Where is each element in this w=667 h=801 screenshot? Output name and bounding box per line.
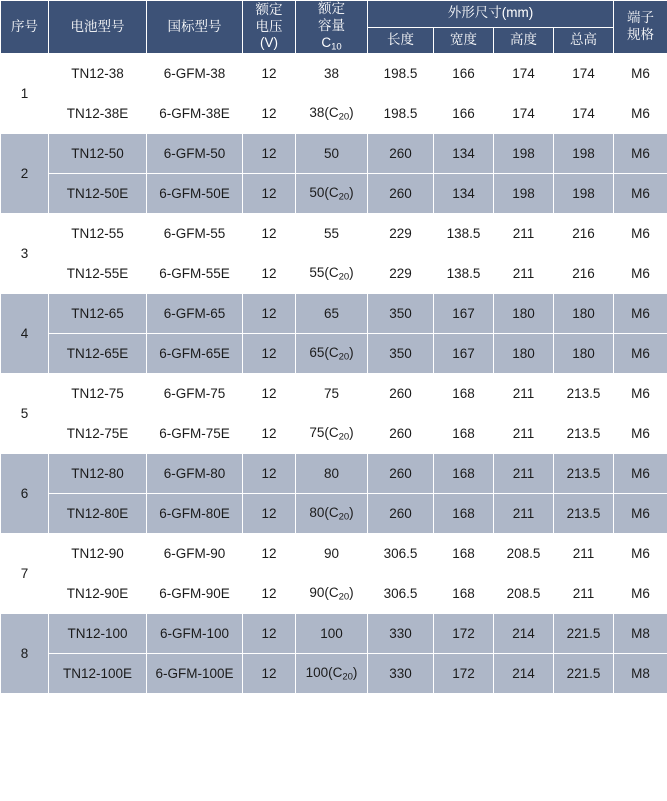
cell-battery-model: TN12-65E: [49, 334, 147, 374]
cell-rated-voltage: 12: [243, 614, 296, 654]
cell-rated-voltage: 12: [243, 334, 296, 374]
header-rated-voltage-line3: (V): [260, 35, 278, 51]
cell-rated-capacity: [296, 614, 368, 654]
cell-battery-model: TN12-65: [49, 294, 147, 334]
table-row: [1, 374, 667, 414]
cell-battery-model: TN12-80E: [49, 494, 147, 534]
cell-rated-capacity: [296, 494, 368, 534]
cell-gb-model: 6-GFM-55: [147, 214, 243, 254]
cell-total-height: 221.5: [554, 614, 614, 654]
cell-terminal: M6: [614, 294, 667, 334]
header-rated-capacity: [296, 1, 368, 54]
cell-terminal: M8: [614, 654, 667, 694]
capacity-value-end: ): [349, 184, 354, 200]
capacity-value-end: ): [349, 584, 354, 600]
cell-rated-voltage: 12: [243, 414, 296, 454]
capacity-subscript: 20: [338, 271, 350, 283]
capacity-value-end: ): [349, 424, 354, 440]
row-index: 1: [1, 54, 49, 134]
cell-total-height: 180: [554, 334, 614, 374]
cell-total-height: 213.5: [554, 374, 614, 414]
cell-rated-voltage: 12: [243, 174, 296, 214]
cell-width: 134: [434, 134, 494, 174]
capacity-subscript: 20: [338, 511, 350, 523]
cell-rated-capacity: [296, 134, 368, 174]
cell-rated-capacity: [296, 414, 368, 454]
cell-width: 168: [434, 414, 494, 454]
cell-rated-voltage: 12: [243, 534, 296, 574]
cell-length: 260: [368, 374, 434, 414]
cell-width: 167: [434, 294, 494, 334]
capacity-value: 100(C: [305, 664, 343, 680]
cell-terminal: M6: [614, 254, 667, 294]
cell-height: 211: [494, 214, 554, 254]
cell-width: 168: [434, 454, 494, 494]
cell-gb-model: 6-GFM-65: [147, 294, 243, 334]
table-row: [1, 134, 667, 174]
cell-height: 208.5: [494, 574, 554, 614]
header-rated-capacity-line3: $C_{10}$: [321, 34, 342, 53]
table-row: [1, 214, 667, 254]
cell-length: 350: [368, 334, 434, 374]
cell-terminal: M6: [614, 214, 667, 254]
cell-terminal: M6: [614, 94, 667, 134]
capacity-value: 50(C: [309, 184, 339, 200]
cell-terminal: M6: [614, 54, 667, 94]
cell-terminal: M8: [614, 614, 667, 654]
cell-length: 198.5: [368, 54, 434, 94]
cell-gb-model: 6-GFM-75: [147, 374, 243, 414]
capacity-value-end: ): [349, 104, 354, 120]
cell-total-height: 174: [554, 54, 614, 94]
cell-rated-capacity: [296, 534, 368, 574]
cell-battery-model: TN12-38: [49, 54, 147, 94]
row-index: 3: [1, 214, 49, 294]
table-row: [1, 334, 667, 374]
header-dimensions: 外形尺寸(mm): [368, 1, 614, 28]
cell-height: 198: [494, 174, 554, 214]
capacity-value-end: ): [352, 664, 358, 680]
header-width: 宽度: [434, 27, 494, 54]
cell-rated-voltage: 12: [243, 374, 296, 414]
cell-total-height: 216: [554, 254, 614, 294]
capacity-value: 75(C: [309, 424, 339, 440]
capacity-value: 100: [320, 626, 343, 641]
cell-total-height: 198: [554, 174, 614, 214]
header-rated-capacity-line2: 容量: [318, 17, 345, 33]
cell-rated-voltage: 12: [243, 94, 296, 134]
capacity-value: 80: [323, 466, 340, 481]
cell-width: 167: [434, 334, 494, 374]
capacity-value: 65(C: [309, 344, 339, 360]
cell-battery-model: TN12-50: [49, 134, 147, 174]
cell-rated-capacity: [296, 654, 368, 694]
cell-length: 260: [368, 134, 434, 174]
cell-rated-capacity: [296, 94, 368, 134]
cell-rated-capacity: [296, 254, 368, 294]
header-rated-voltage-line1: 额定: [255, 1, 283, 17]
cell-gb-model: 6-GFM-75E: [147, 414, 243, 454]
cell-total-height: 221.5: [554, 654, 614, 694]
table-header: [1, 1, 667, 54]
cell-height: 211: [494, 494, 554, 534]
cell-rated-capacity: [296, 334, 368, 374]
table-row: [1, 294, 667, 334]
cell-rated-voltage: 12: [243, 574, 296, 614]
cell-length: 330: [368, 654, 434, 694]
cell-terminal: M6: [614, 134, 667, 174]
cell-height: 211: [494, 454, 554, 494]
cell-total-height: 174: [554, 94, 614, 134]
cell-battery-model: TN12-75E: [49, 414, 147, 454]
table-row: [1, 54, 667, 94]
cell-length: 198.5: [368, 94, 434, 134]
cell-length: 229: [368, 254, 434, 294]
header-rated-capacity-line1: 额定: [318, 1, 345, 16]
cell-height: 208.5: [494, 534, 554, 574]
cell-length: 350: [368, 294, 434, 334]
table-row: [1, 454, 667, 494]
capacity-value: 90(C: [309, 584, 339, 600]
capacity-value-end: ): [349, 504, 354, 520]
capacity-value: 38(C: [309, 104, 339, 120]
row-index: 2: [1, 134, 49, 214]
cell-height: 214: [494, 654, 554, 694]
cell-height: 211: [494, 254, 554, 294]
cell-width: 168: [434, 374, 494, 414]
header-index: 序号: [1, 1, 49, 54]
row-index: 6: [1, 454, 49, 534]
cell-rated-capacity: [296, 454, 368, 494]
cell-gb-model: 6-GFM-38E: [147, 94, 243, 134]
cell-gb-model: 6-GFM-50E: [147, 174, 243, 214]
capacity-subscript: 20: [338, 351, 350, 363]
cell-width: 172: [434, 654, 494, 694]
cell-length: 260: [368, 414, 434, 454]
cell-terminal: M6: [614, 334, 667, 374]
cell-rated-voltage: 12: [243, 254, 296, 294]
cell-battery-model: TN12-100: [49, 614, 147, 654]
capacity-value: 55(C: [309, 264, 339, 280]
cell-gb-model: 6-GFM-100E: [147, 654, 243, 694]
cell-rated-capacity: [296, 54, 368, 94]
cell-gb-model: 6-GFM-50: [147, 134, 243, 174]
capacity-subscript: 20: [338, 591, 350, 603]
capacity-value: 90: [323, 546, 340, 561]
cell-battery-model: TN12-50E: [49, 174, 147, 214]
row-index: 8: [1, 614, 49, 694]
cell-total-height: 216: [554, 214, 614, 254]
header-terminal-line2: 规格: [627, 27, 655, 42]
header-capacity-subscript: 10: [331, 41, 342, 53]
cell-gb-model: 6-GFM-65E: [147, 334, 243, 374]
cell-terminal: M6: [614, 454, 667, 494]
header-row-1: [1, 1, 667, 28]
cell-gb-model: 6-GFM-80E: [147, 494, 243, 534]
cell-gb-model: 6-GFM-90E: [147, 574, 243, 614]
capacity-value-end: ): [349, 264, 354, 280]
table-body: [1, 54, 667, 694]
cell-battery-model: TN12-80: [49, 454, 147, 494]
cell-rated-voltage: 12: [243, 494, 296, 534]
cell-total-height: 213.5: [554, 494, 614, 534]
cell-height: 214: [494, 614, 554, 654]
cell-rated-capacity: [296, 294, 368, 334]
table-row: [1, 174, 667, 214]
capacity-value: 75: [323, 386, 340, 401]
table-row: [1, 574, 667, 614]
cell-width: 168: [434, 534, 494, 574]
cell-total-height: 180: [554, 294, 614, 334]
cell-rated-voltage: 12: [243, 134, 296, 174]
cell-battery-model: TN12-75: [49, 374, 147, 414]
cell-rated-capacity: [296, 374, 368, 414]
header-length: 长度: [368, 27, 434, 54]
cell-height: 211: [494, 374, 554, 414]
cell-rated-capacity: [296, 214, 368, 254]
header-rated-voltage-line2: 电压: [255, 18, 283, 34]
cell-length: 260: [368, 454, 434, 494]
header-total-height: 总高: [554, 27, 614, 54]
cell-terminal: M6: [614, 374, 667, 414]
cell-height: 198: [494, 134, 554, 174]
header-terminal: [614, 1, 667, 54]
capacity-subscript: 20: [338, 191, 350, 203]
cell-width: 168: [434, 574, 494, 614]
cell-battery-model: TN12-100E: [49, 654, 147, 694]
cell-width: 168: [434, 494, 494, 534]
row-index: 5: [1, 374, 49, 454]
cell-height: 180: [494, 294, 554, 334]
capacity-subscript: 20: [342, 671, 353, 683]
cell-rated-voltage: 12: [243, 294, 296, 334]
cell-height: 211: [494, 414, 554, 454]
cell-width: 138.5: [434, 214, 494, 254]
cell-length: 229: [368, 214, 434, 254]
cell-rated-voltage: 12: [243, 454, 296, 494]
capacity-value: 80(C: [309, 504, 339, 520]
table-row: [1, 494, 667, 534]
cell-length: 306.5: [368, 534, 434, 574]
cell-battery-model: TN12-90E: [49, 574, 147, 614]
cell-rated-voltage: 12: [243, 214, 296, 254]
cell-terminal: M6: [614, 574, 667, 614]
cell-gb-model: 6-GFM-80: [147, 454, 243, 494]
cell-terminal: M6: [614, 174, 667, 214]
cell-width: 138.5: [434, 254, 494, 294]
row-index: 7: [1, 534, 49, 614]
header-terminal-line1: 端子: [627, 10, 655, 26]
table-row: [1, 414, 667, 454]
cell-battery-model: TN12-38E: [49, 94, 147, 134]
cell-battery-model: TN12-55E: [49, 254, 147, 294]
cell-length: 330: [368, 614, 434, 654]
row-index: 4: [1, 294, 49, 374]
cell-width: 166: [434, 54, 494, 94]
capacity-value: 50: [323, 146, 340, 161]
table-row: [1, 254, 667, 294]
cell-rated-capacity: [296, 574, 368, 614]
capacity-value: 38: [323, 66, 340, 81]
cell-gb-model: 6-GFM-90: [147, 534, 243, 574]
cell-width: 172: [434, 614, 494, 654]
cell-width: 134: [434, 174, 494, 214]
cell-total-height: 198: [554, 134, 614, 174]
cell-total-height: 211: [554, 574, 614, 614]
cell-battery-model: TN12-90: [49, 534, 147, 574]
cell-rated-voltage: 12: [243, 54, 296, 94]
header-rated-voltage: [243, 1, 296, 54]
table-row: [1, 94, 667, 134]
table-row: [1, 614, 667, 654]
capacity-value: 65: [323, 306, 340, 321]
capacity-subscript: 20: [338, 111, 350, 123]
table-row: [1, 654, 667, 694]
table-row: [1, 534, 667, 574]
cell-gb-model: 6-GFM-55E: [147, 254, 243, 294]
cell-length: 306.5: [368, 574, 434, 614]
cell-height: 180: [494, 334, 554, 374]
cell-terminal: M6: [614, 534, 667, 574]
capacity-value-end: ): [349, 344, 354, 360]
cell-length: 260: [368, 174, 434, 214]
cell-height: 174: [494, 54, 554, 94]
cell-total-height: 213.5: [554, 454, 614, 494]
header-height: 高度: [494, 27, 554, 54]
cell-rated-capacity: [296, 174, 368, 214]
cell-terminal: M6: [614, 494, 667, 534]
cell-rated-voltage: 12: [243, 654, 296, 694]
cell-height: 174: [494, 94, 554, 134]
capacity-subscript: 20: [338, 431, 350, 443]
cell-gb-model: 6-GFM-38: [147, 54, 243, 94]
cell-length: 260: [368, 494, 434, 534]
cell-gb-model: 6-GFM-100: [147, 614, 243, 654]
cell-total-height: 213.5: [554, 414, 614, 454]
cell-terminal: M6: [614, 414, 667, 454]
cell-total-height: 211: [554, 534, 614, 574]
header-gb-model: 国标型号: [147, 1, 243, 54]
capacity-value: 55: [323, 226, 340, 241]
cell-width: 166: [434, 94, 494, 134]
header-battery-model: 电池型号: [49, 1, 147, 54]
cell-battery-model: TN12-55: [49, 214, 147, 254]
